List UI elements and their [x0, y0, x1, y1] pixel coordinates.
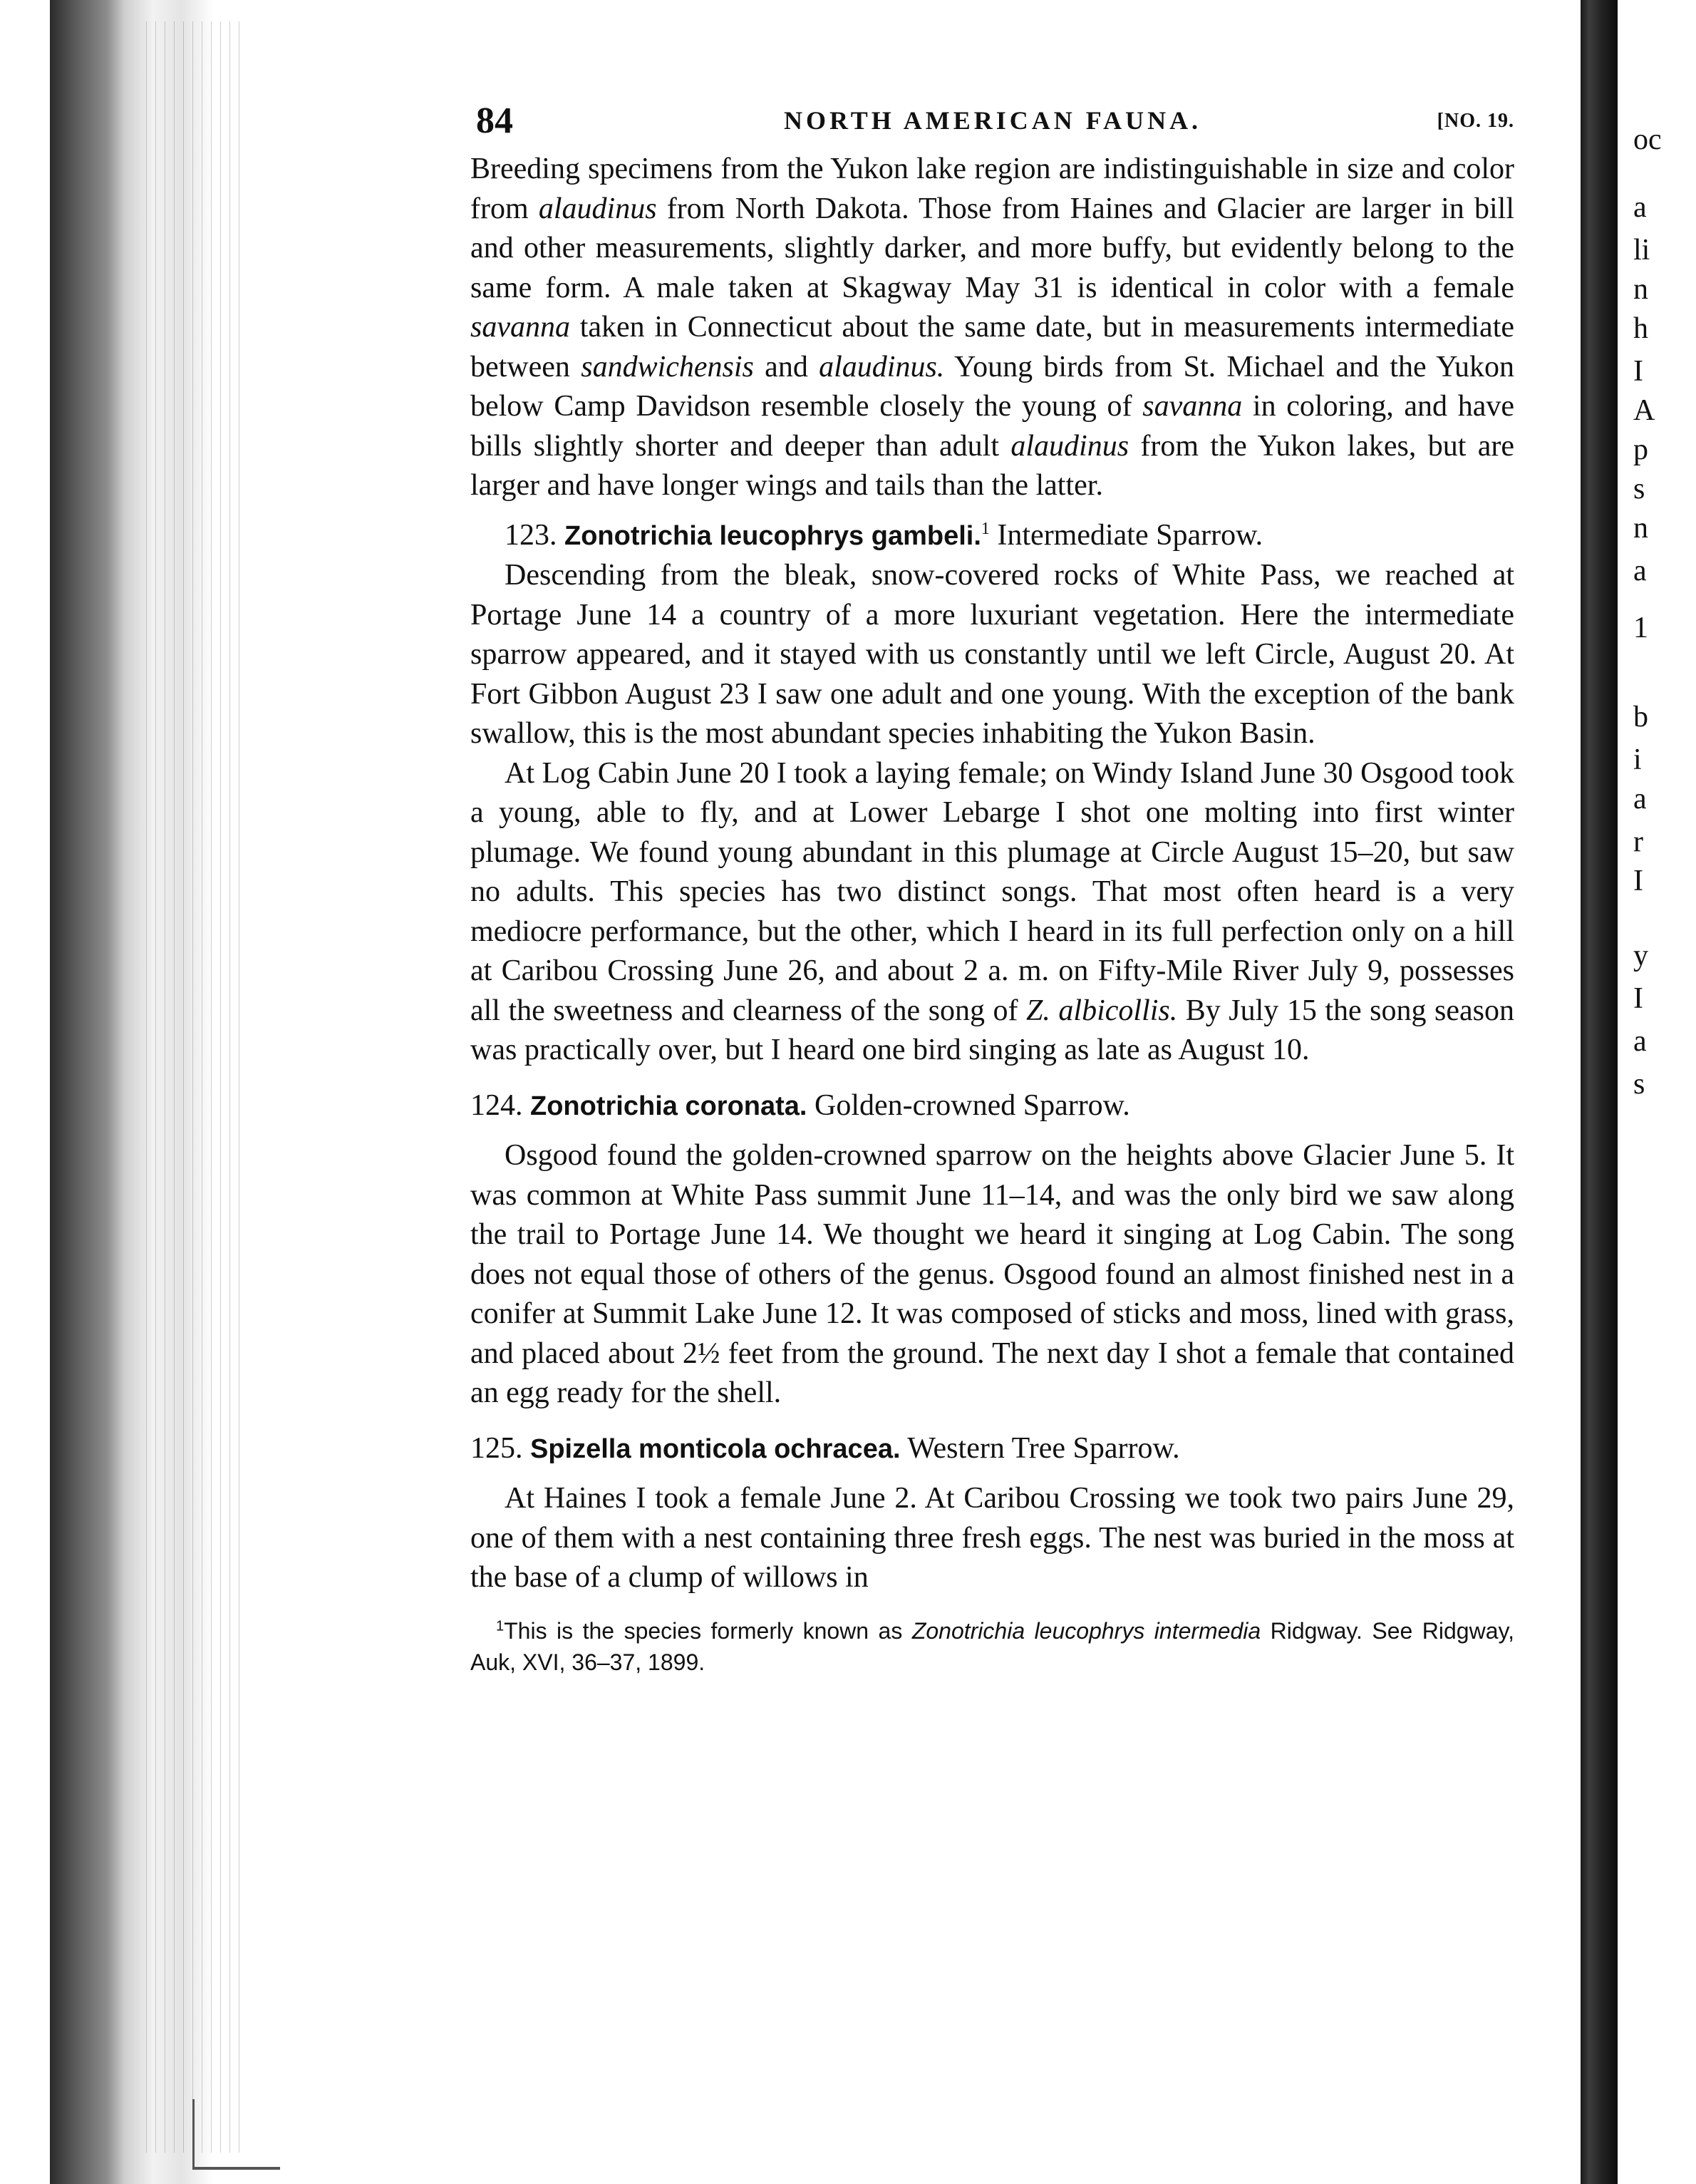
- facing-page-fragment: I: [1633, 982, 1643, 1015]
- running-title: NORTH AMERICAN FAUNA.: [784, 106, 1202, 135]
- page-number: 84: [476, 101, 513, 141]
- species-125-paragraph-1: At Haines I took a female June 2. At Caribou Crossing we took two pairs June 29, one of them with a nest containing three fresh eggs. The nest was buried in the moss at the base of a clump of willows in: [470, 1482, 1514, 1594]
- facing-page-fragment: A: [1633, 394, 1655, 427]
- footnote: $^1$This is the species formerly known as Zonotrichia leucophrys intermedia Ridgway. See Ridgway, Auk, XVI, 36–37, 1899.: [470, 1617, 1515, 1675]
- series-number: [NO. 19.: [1437, 110, 1514, 132]
- species-heading-125: [470, 1429, 1514, 1470]
- facing-page-fragment: h: [1633, 312, 1648, 345]
- footnote-italic: Zonotrichia leucophrys intermedia: [911, 1617, 1261, 1644]
- species-heading-124: [470, 1086, 1514, 1127]
- scientific-name: Spizella monticola ochracea.: [530, 1433, 901, 1464]
- facing-page-fragment: s: [1633, 473, 1645, 505]
- facing-page-fragment: a: [1633, 1025, 1647, 1058]
- facing-page-fragment: n: [1633, 273, 1648, 306]
- common-name: Western Tree Sparrow.: [907, 1431, 1180, 1465]
- common-name: Intermediate Sparrow.: [997, 518, 1263, 552]
- facing-page-fragment: a: [1633, 555, 1647, 587]
- scientific-name: Zonotrichia leucophrys gambeli.: [564, 520, 981, 551]
- facing-page-fragment: s: [1633, 1068, 1645, 1101]
- facing-page-fragment: I: [1633, 355, 1643, 388]
- species-number: 125.: [470, 1431, 523, 1465]
- facing-page-fragment: li: [1633, 234, 1650, 267]
- book-gutter: [1581, 0, 1618, 2184]
- facing-page-fragment: I: [1633, 865, 1643, 897]
- facing-page-fragment: a: [1633, 783, 1647, 815]
- facing-page-fragment: n: [1633, 512, 1648, 545]
- facing-page-fragment: oc: [1633, 123, 1662, 156]
- page-edge-lines: [146, 21, 246, 2153]
- species-124-paragraph-1: Osgood found the golden-crowned sparrow on the heights above Glacier June 5. It was common at White Pass summit June 11–14, and was the only bird we saw along the trail to Portage June 14. We thought we heard it singing at Log Cabin. The song does not equal those of others of the genus. Osgood found an almost finished nest in a conifer at Summit Lake June 12. It was composed of sticks and moss, lined with grass, and placed about 2½ feet from the ground. The next day I shot a female that contained an egg ready for the shell.: [470, 1139, 1514, 1409]
- facing-page-fragment: a: [1633, 191, 1647, 224]
- running-head: [470, 100, 1514, 150]
- species-number: 123.: [505, 518, 557, 552]
- facing-page-edge: [1618, 0, 1696, 2184]
- facing-page-fragment: p: [1633, 433, 1648, 466]
- footnote-marker: 1: [496, 1617, 505, 1634]
- page-content: [470, 100, 1514, 1678]
- species-123-paragraph-1: Descending from the bleak, snow-covered rocks of White Pass, we reached at Portage June 14 a country of a more luxuriant vegetation. Here the intermediate sparrow appeared, and it stayed with us constantly until we left Circle, August 20. At Fort Gibbon August 23 I saw one adult and one young. With the exception of the bank swallow, this is the most abundant species inhabiting the Yukon Basin.: [470, 559, 1514, 750]
- facing-page-fragment: y: [1633, 939, 1648, 972]
- facing-page-fragment: b: [1633, 701, 1648, 733]
- opening-paragraph: Breeding specimens from the Yukon lake region are indistinguishable in size and color from alaudinus from North Dakota. Those from Haines and Glacier are larger in bill and other measurements, slightly darker, and more buffy, but evidently belong to the same form. A male taken at Skagway May 31 is identical in color with a female savanna taken in Connecticut about the same date, but in measurements intermediate between sandwichensis and alaudinus. Young birds from St. Michael and the Yukon below Camp Davidson resemble closely the young of savanna in coloring, and have bills slightly shorter and deeper than adult alaudinus from the Yukon lakes, but are larger and have longer wings and tails than the latter.: [470, 153, 1515, 502]
- species-number: 124.: [470, 1088, 523, 1122]
- footnote-reference: 1: [981, 519, 990, 538]
- facing-page-fragment: i: [1633, 743, 1642, 776]
- species-123-paragraph-2: At Log Cabin June 20 I took a laying female; on Windy Island June 30 Osgood took a young, able to fly, and at Lower Lebarge I shot one molting into first winter plumage. We found young abundant in this plumage at Circle August 15–20, but saw no adults. This species has two distinct songs. That most often heard is a very mediocre performance, but the other, which I heard in its full perfection only on a hill at Caribou Crossing June 26, and about 2 a. m. on Fifty-Mile River July 9, possesses all the sweetness and clearness of the song of Z. albicollis. By July 15 the song season was practically over, but I heard one bird singing as late as August 10.: [470, 756, 1514, 1066]
- facing-page-fragment: r: [1633, 825, 1643, 858]
- common-name: Golden-crowned Sparrow.: [814, 1088, 1130, 1122]
- page-corner-fold: [192, 2099, 280, 2170]
- facing-page-fragment: 1: [1633, 612, 1648, 644]
- scientific-name: Zonotrichia coronata.: [530, 1091, 807, 1121]
- species-heading-123: [470, 516, 1514, 557]
